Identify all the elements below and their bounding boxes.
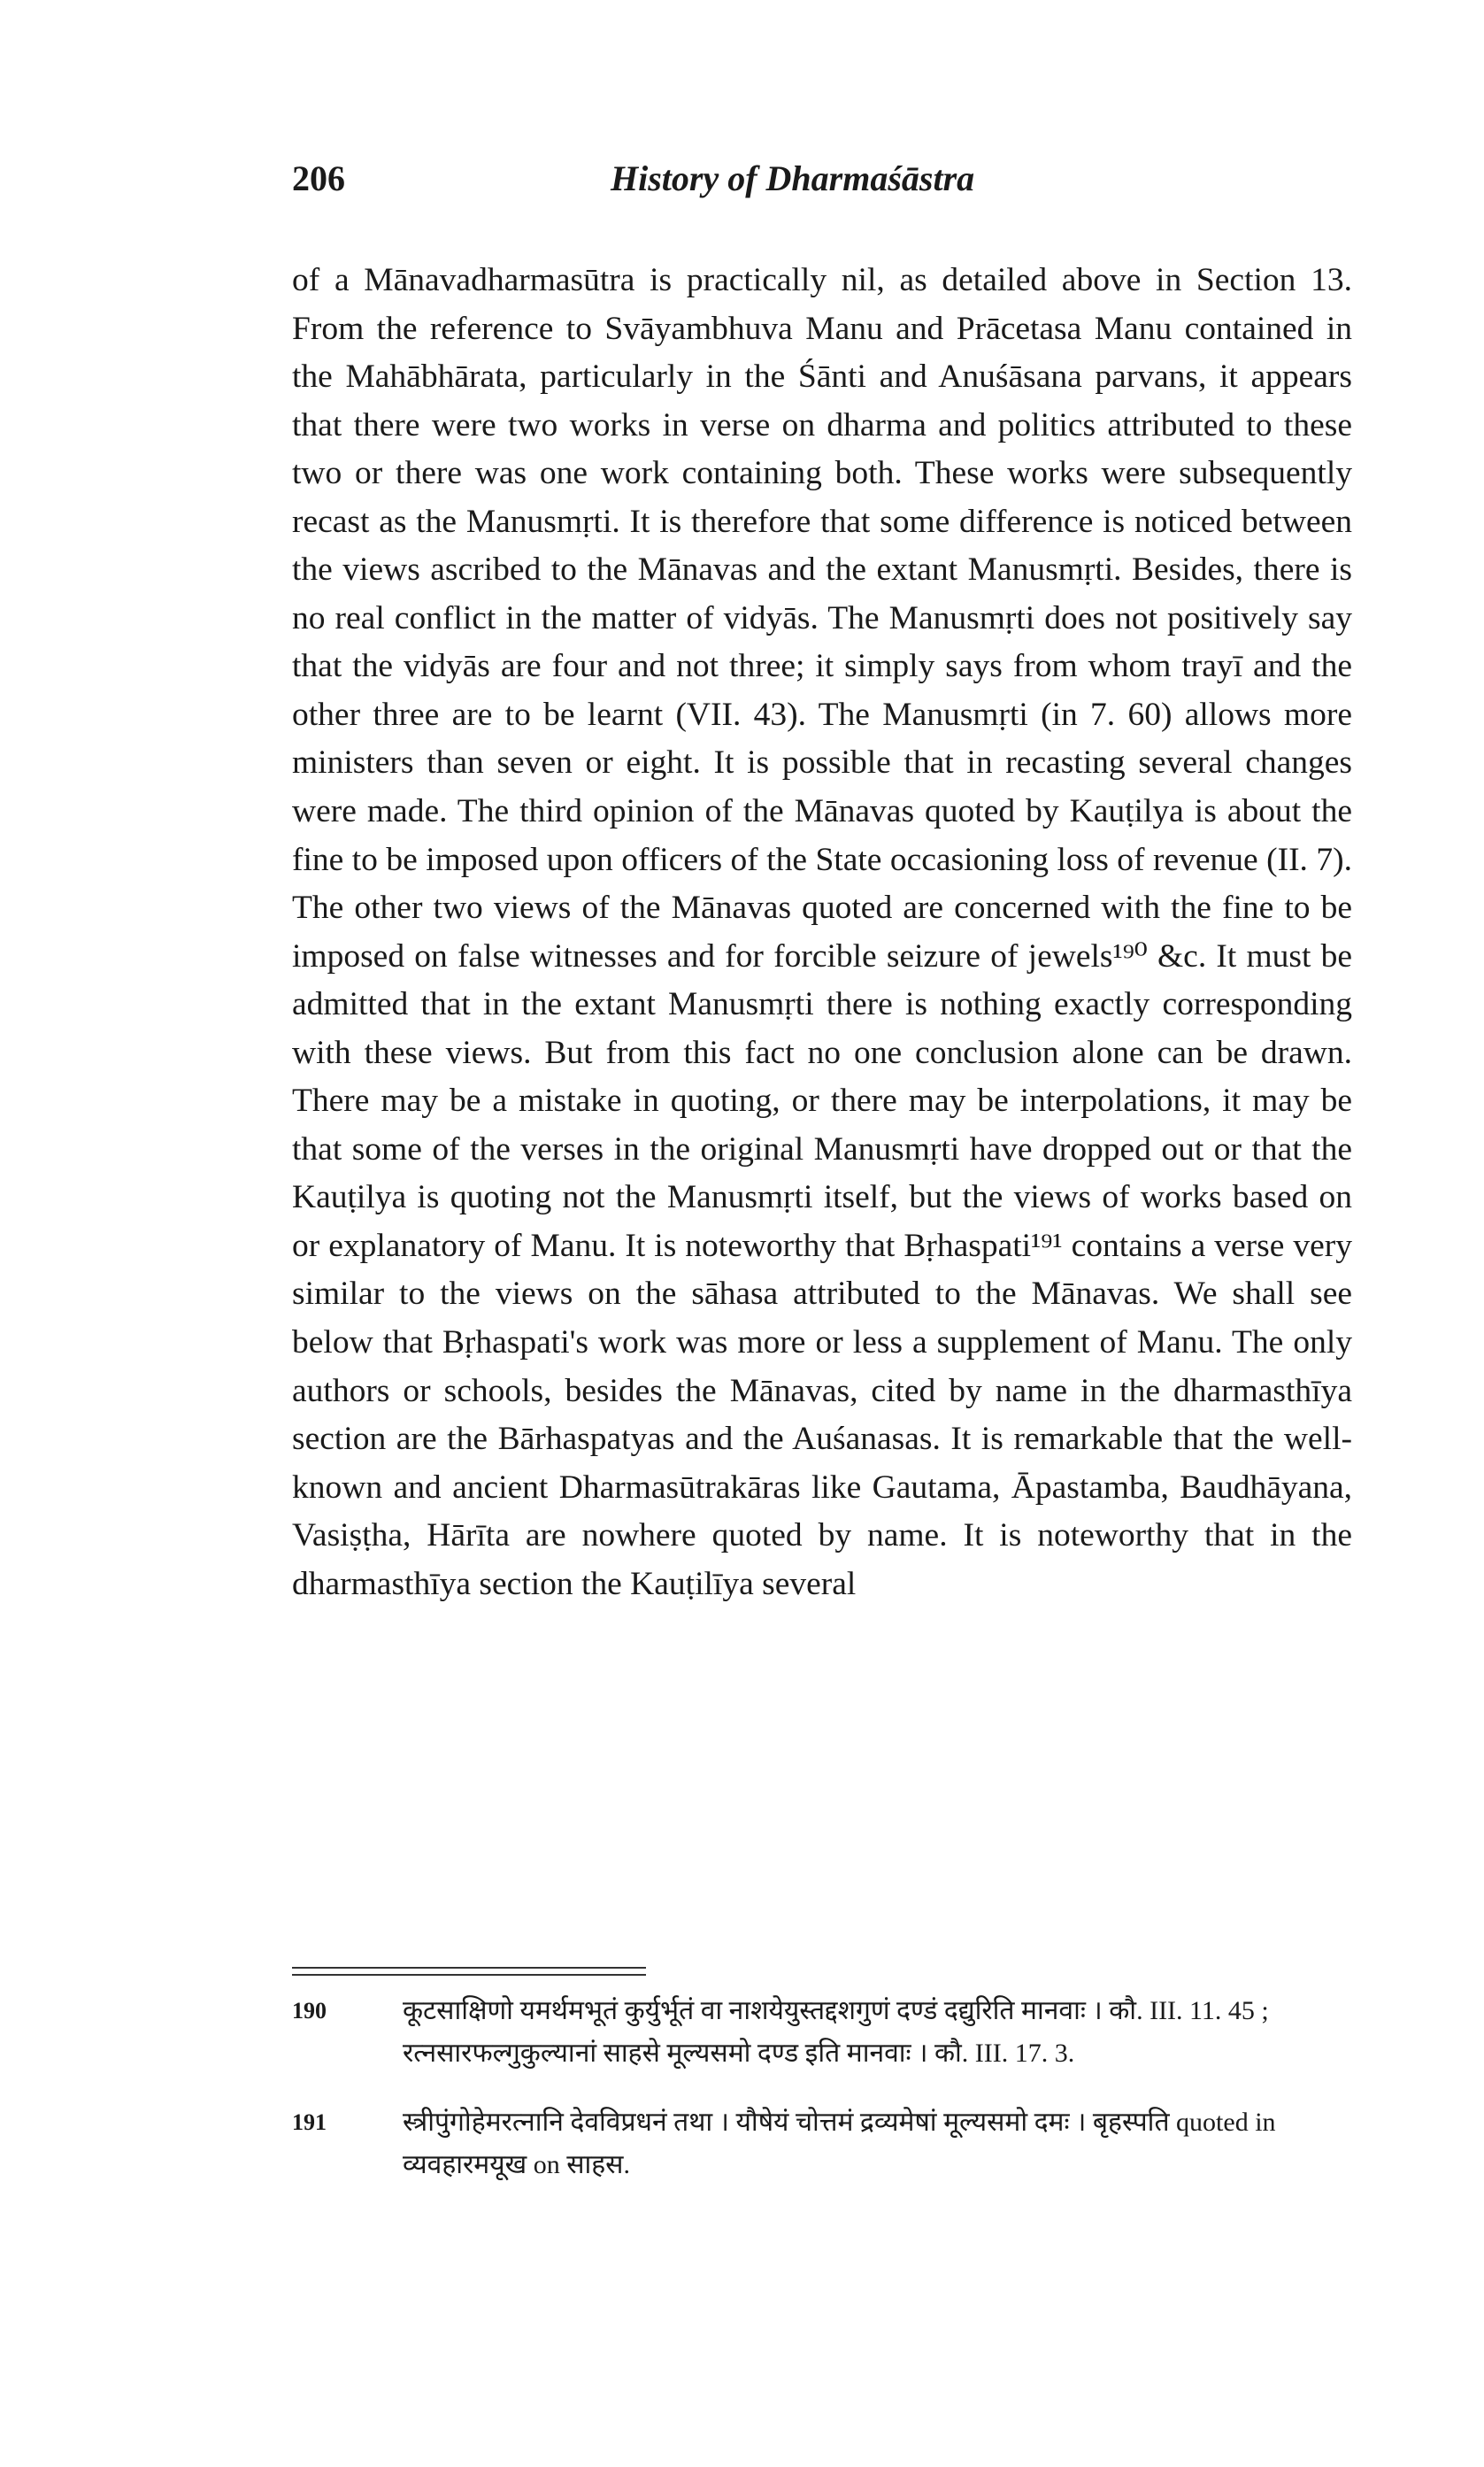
footnote-191 <box>292 2101 1352 2186</box>
body-paragraph: of a Mānavadharmasūtra is practically nil, as detailed above in Section 13. From the reference to Svāyambhuva Manu and Prācetasa Manu contained in the Mahābhārata, particularly in the Śānti and Anuśāsana parvans, it appears that there were two works in verse on dharma and politics attributed to these two or there was one work containing both. These works were subsequently recast as the Manusmṛti. It is therefore that some difference is noticed between the views ascribed to the Mānavas and the extant Manusmṛti. Besides, there is no real conflict in the matter of vidyās. The Manusmṛti does not positively say that the vidyās are four and not three; it simply says from whom trayī and the other three are to be learnt (VII. 43). The Manusmṛti (in 7. 60) allows more ministers than seven or eight. It is possible that in recasting several changes were made. The third opinion of the Mānavas quoted by Kauṭilya is about the fine to be imposed upon officers of the State occasioning loss of revenue (II. 7). The other two views of the Mānavas quoted are concerned with the fine to be imposed on false witnesses and for forcible seizure of jewels¹⁹⁰ &c. It must be admitted that in the extant Manusmṛti there is nothing exactly corresponding with these views. But from this fact no one conclusion alone can be drawn. There may be a mistake in quoting, or there may be interpolations, it may be that some of the verses in the original Manusmṛti have dropped out or that the Kauṭilya is quoting not the Manusmṛti itself, but the views of works based on or explanatory of Manu. It is noteworthy that Bṛhaspati¹⁹¹ contains a verse very similar to the views on the sāhasa attributed to the Mānavas. We shall see below that Bṛhaspati's work was more or less a supplement of Manu. The only authors or schools, besides the Mānavas, cited by name in the dharmasthīya section are the Bārhaspatyas and the Auśanasas. It is remarkable that the well-known and ancient Dharmasūtrakāras like Gautama, Āpastamba, Baudhāyana, Vasiṣṭha, Hārīta are nowhere quoted by name. It is noteworthy that in the dharmasthīya section the Kauṭilīya several <box>292 262 1352 1602</box>
footnote-text: कूटसाक्षिणो यमर्थमभूतं कुर्युर्भूतं वा नाशयेयुस्तद्दशगुणं दण्डं दद्युरिति मानवाः । कौ. III. 11. 45 ; रत्नसारफल्गुकुल्यानां साहसे मूल्यसमो दण्ड इति मानवाः । कौ. III. 17. 3. <box>403 1996 1269 2068</box>
footnote-190 <box>292 1990 1352 2075</box>
page-header <box>292 158 1354 211</box>
footnote-number: 190 <box>292 1998 327 2024</box>
footnotes <box>292 1990 1352 2213</box>
running-title: History of Dharmaśāstra <box>611 158 975 198</box>
footnote-text: स्त्रीपुंगोहेमरत्नानि देवविप्रधनं तथा । यौषेयं चोत्तमं द्रव्यमेषां मूल्यसमो दमः । बृहस्पति quoted in व्यवहारमयूख on साहस. <box>403 2108 1276 2179</box>
page-number: 206 <box>292 158 345 198</box>
footnote-divider <box>292 1967 646 1976</box>
footnote-number: 191 <box>292 2109 327 2135</box>
main-text <box>292 257 1352 1608</box>
